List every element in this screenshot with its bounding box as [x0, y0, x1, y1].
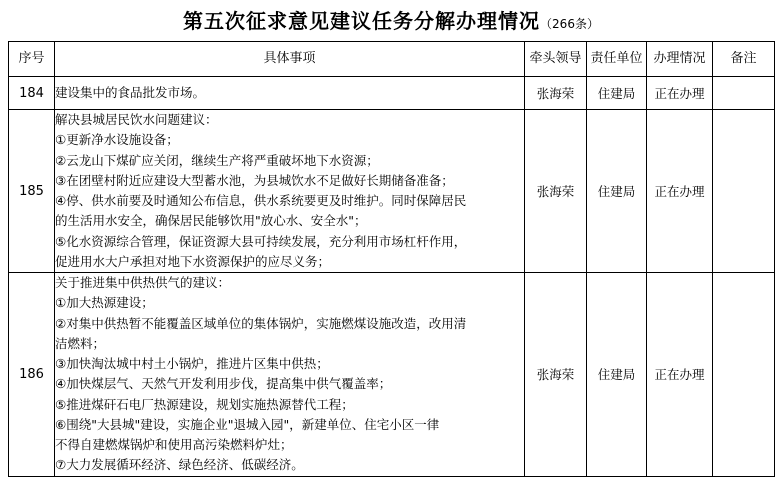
item-line: ⑤化水资源综合管理，保证资源大县可持续发展，充分利用市场杠杆作用，	[55, 233, 467, 249]
table-header-row	[9, 42, 775, 77]
item-line: 的生活用水安全，确保居民能够饮用"放心水、安全水"；	[55, 213, 367, 229]
page-title	[8, 0, 774, 41]
item-line: ①更新净水设施设备；	[55, 132, 179, 148]
item-line: ⑦大力发展循环经济、绿色经济、低碳经济。	[55, 457, 304, 473]
item-line: ②云龙山下煤矿应关闭，继续生产将严重破坏地下水资源；	[55, 152, 379, 168]
item-line: 不得自建燃煤锅炉和使用高污染燃料炉灶；	[55, 437, 293, 452]
page-title-text: 第五次征求意见建议任务分解办理情况	[183, 9, 541, 33]
cell-leader: 张海荣	[525, 110, 587, 273]
cell-status: 正在办理	[647, 77, 713, 110]
item-line: 促进用水大户承担对地下水资源保护的应尽义务；	[55, 253, 331, 269]
cell-item	[55, 77, 525, 110]
cell-item	[55, 110, 525, 273]
cell-seq: 186	[9, 273, 55, 477]
item-line: ③在团壁村附近应建设大型蓄水池，为县城饮水不足做好长期储备准备；	[55, 172, 454, 188]
page-title-count: （266条）	[540, 17, 599, 31]
header-remark: 备注	[713, 42, 775, 77]
cell-unit: 住建局	[587, 77, 647, 110]
item-line: 解决县城居民饮水问题建议：	[55, 112, 218, 127]
cell-remark	[713, 273, 775, 477]
item-line: ③加快淘汰城中村土小锅炉，推进片区集中供热；	[55, 356, 329, 371]
item-line: ⑤推进煤矸石电厂热源建设，规划实施热源替代工程；	[55, 396, 354, 412]
table-row	[9, 273, 775, 477]
cell-remark	[713, 77, 775, 110]
item-line: ⑥围绕"大县城"建设，实施企业"退城入园"，新建单位、住宅小区一律	[55, 416, 440, 432]
header-item: 具体事项	[55, 42, 525, 77]
table-row	[9, 110, 775, 273]
cell-leader: 张海荣	[525, 77, 587, 110]
header-unit: 责任单位	[587, 42, 647, 77]
cell-seq: 184	[9, 77, 55, 110]
item-line: ①加大热源建设；	[55, 295, 154, 311]
cell-leader: 张海荣	[525, 273, 587, 477]
header-seq: 序号	[9, 42, 55, 77]
task-breakdown-table	[8, 41, 775, 477]
header-status: 办理情况	[647, 42, 713, 77]
item-line: ②对集中供热暂不能覆盖区域单位的集体锅炉，实施燃煤设施改造，改用清	[55, 315, 467, 331]
item-line: 洁燃料；	[55, 335, 106, 351]
cell-unit: 住建局	[587, 110, 647, 273]
item-line: ④加快煤层气、天然气开发利用步伐，提高集中供气覆盖率；	[55, 376, 392, 392]
item-line: 建设集中的食品批发市场。	[55, 84, 206, 100]
item-line: 关于推进集中供热供气的建议：	[55, 275, 231, 290]
cell-status: 正在办理	[647, 110, 713, 273]
item-line: ④停、供水前要及时通知公布信息，供水系统要更及时维护。同时保障居民	[55, 193, 467, 208]
cell-unit: 住建局	[587, 273, 647, 477]
cell-remark	[713, 110, 775, 273]
header-leader: 牵头领导	[525, 42, 587, 77]
table-row	[9, 77, 775, 110]
cell-seq: 185	[9, 110, 55, 273]
cell-item	[55, 273, 525, 477]
cell-status: 正在办理	[647, 273, 713, 477]
